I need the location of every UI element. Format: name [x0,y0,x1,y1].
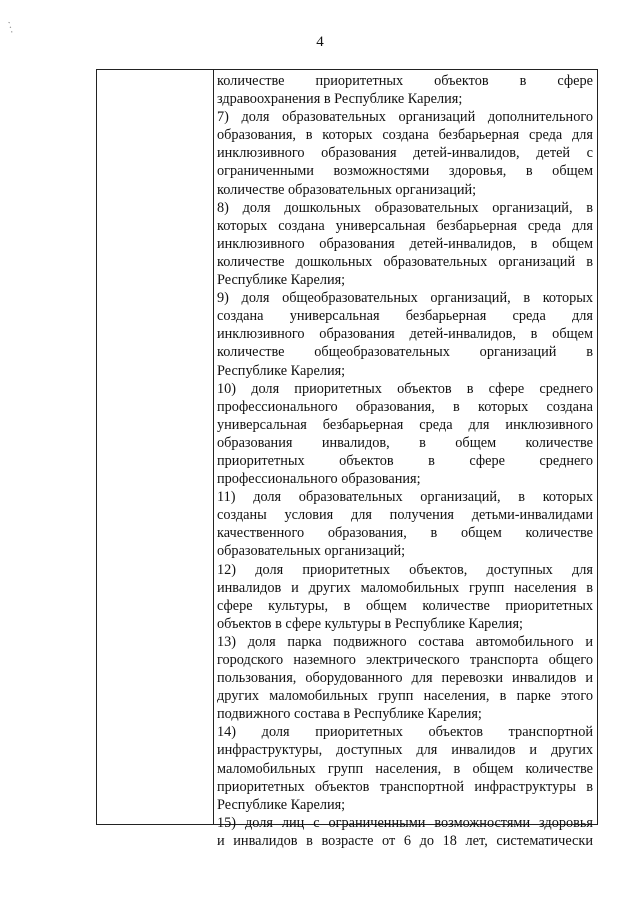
text-line: количестве приоритетных объектов в сфере [217,73,593,89]
text-line: образования инвалидов, в общем количестве [217,434,593,451]
text-line: образования, в которых создана безбарьерная среда для [217,127,593,144]
text-line: инклюзивного образования детей-инвалидов, в общем [217,235,593,252]
text-line: 7) доля образовательных организаций дополнительного [217,109,593,126]
text-line: пользования, оборудованного для перевозки инвалидов и [217,670,593,687]
text-line: Республике Карелия; [217,362,346,379]
text-line: профессионального образования, в которых создана [217,398,593,415]
text-line: инвалидов и других маломобильных групп населения в [217,579,593,596]
text-line: и инвалидов в возрасте от 6 до 18 лет, систематически [217,832,593,849]
text-line: инклюзивного образования детей-инвалидов, детей с [217,145,593,162]
text-line: сфере культуры, в общем количестве приоритетных [217,597,593,614]
text-line: количестве образовательных организаций; [217,181,477,198]
text-line: 15) доля лиц с ограниченными возможностями здоровья [217,814,593,831]
text-line: здравоохранения в Республике Карелия; [217,91,463,108]
column-divider [213,70,214,824]
scan-mark: ⋰ [3,20,19,35]
indicators-cell [217,72,593,850]
text-line: городского наземного электрического транспорта общего [217,652,593,668]
text-line: приоритетных объектов транспортной инфраструктуры в [217,778,593,795]
text-line: количестве общеобразовательных организаций в [217,344,593,361]
text-line: 13) доля парка подвижного состава автомобильного и [217,633,593,650]
text-line: которых создана универсальная безбарьерная среда для [217,217,593,234]
text-line: 12) доля приоритетных объектов, доступных для [217,561,593,578]
page-number: 4 [316,34,324,50]
text-line: инфраструктуры, доступных для инвалидов и других [217,742,593,759]
text-line: создана универсальная безбарьерная среда для [217,308,593,325]
text-line: качественного образования, в общем количестве [217,525,593,542]
text-line: созданы условия для получения детьми-инвалидами [217,507,593,524]
text-line: Республике Карелия; [217,796,346,813]
text-line: 10) доля приоритетных объектов в сфере среднего [217,380,593,397]
text-line: 11) доля образовательных организаций, в которых [217,489,593,506]
text-line: профессионального образования; [217,471,421,488]
text-line: маломобильных групп населения, в общем количестве [217,760,593,777]
text-line: ограниченными возможностями здоровья, в общем [217,163,593,180]
text-line: универсальная безбарьерная среда для инклюзивного [217,416,593,433]
text-line: образовательных организаций; [217,543,406,560]
text-line: Республике Карелия; [217,272,346,289]
text-line: объектов в сфере культуры в Республике Карелия; [217,615,524,632]
text-line: 14) доля приоритетных объектов транспортной [217,724,593,741]
text-line: 9) доля общеобразовательных организаций, в которых [217,290,593,307]
text-line: 8) доля дошкольных образовательных организаций, в [217,199,593,216]
text-line: количестве дошкольных образовательных организаций в [217,253,593,270]
text-line: подвижного состава в Республике Карелия; [217,706,482,723]
text-line: приоритетных объектов в сфере среднего [217,452,593,469]
text-line: инклюзивного образования детей-инвалидов, в общем [217,326,593,343]
text-line: других маломобильных групп населения, в парке этого [217,688,593,705]
indicator-table [96,69,598,849]
